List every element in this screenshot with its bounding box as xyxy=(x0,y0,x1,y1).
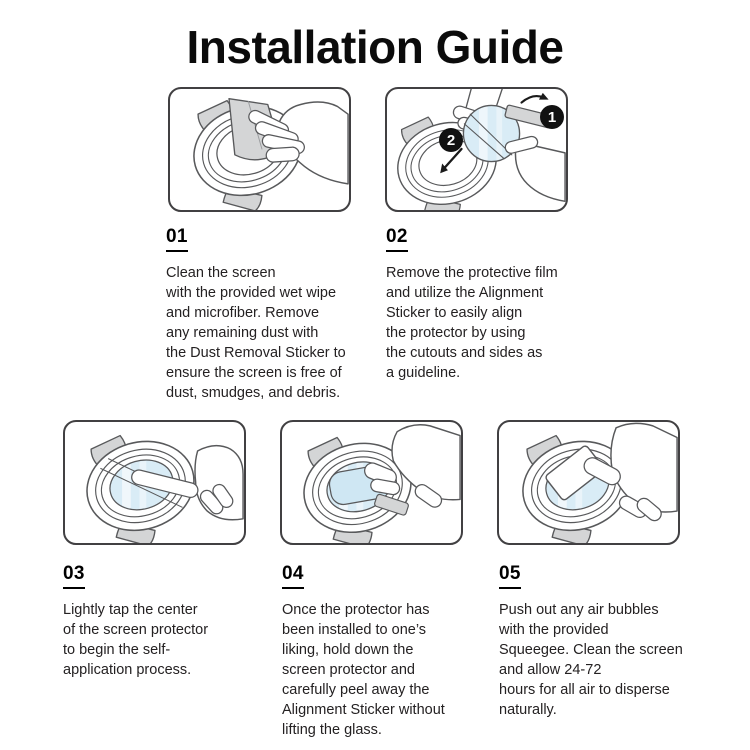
step-text-line: Lightly tap the center xyxy=(63,602,198,618)
step-05-text xyxy=(499,600,683,720)
step-text-line: application process. xyxy=(63,662,192,678)
step-02-text xyxy=(386,263,558,383)
rotate-arrow-icon xyxy=(522,93,549,103)
step-03 xyxy=(63,563,208,680)
step-text-line: Sticker to easily align xyxy=(386,305,523,321)
step-text-line: and microfiber. Remove xyxy=(166,305,320,321)
step-04-illustration-panel xyxy=(280,420,463,545)
step-text-line: and allow 24-72 xyxy=(499,662,602,678)
step-text-line: and utilize the Alignment xyxy=(386,285,544,301)
step-03-illustration-panel xyxy=(63,420,246,545)
step-text-line: to begin the self- xyxy=(63,642,171,658)
step-badge-2: 2 xyxy=(439,128,463,152)
squeegee-illustration xyxy=(499,422,678,543)
lower-hand-illustration xyxy=(504,135,565,201)
step-text-line: been installed to one’s xyxy=(282,622,427,638)
peel-sticker-illustration xyxy=(282,422,461,543)
step-text-line: with the provided xyxy=(499,622,609,638)
step-text-line: liking, hold down the xyxy=(282,642,414,658)
step-04 xyxy=(282,563,445,740)
step-02 xyxy=(386,226,558,383)
step-text-line: Squeegee. Clean the screen xyxy=(499,642,683,658)
clean-screen-illustration xyxy=(170,89,349,210)
step-text-line: screen protector and xyxy=(282,662,415,678)
step-03-number: 03 xyxy=(63,563,85,589)
step-02-illustration-panel xyxy=(385,87,568,212)
step-text-line: the cutouts and sides as xyxy=(386,345,543,361)
step-text-line: Remove the protective film xyxy=(386,265,558,281)
step-text-line: the Dust Removal Sticker to xyxy=(166,345,346,361)
step-05-illustration-panel xyxy=(497,420,680,545)
step-01-illustration-panel xyxy=(168,87,351,212)
step-text-line: Push out any air bubbles xyxy=(499,602,659,618)
step-04-text xyxy=(282,600,445,740)
step-text-line: any remaining dust with xyxy=(166,325,319,341)
step-text-line: dust, smudges, and debris. xyxy=(166,385,341,401)
step-text-line: naturally. xyxy=(499,702,557,718)
align-protector-illustration xyxy=(387,89,566,210)
step-02-number: 02 xyxy=(386,226,408,252)
tap-center-illustration xyxy=(65,422,244,543)
step-04-number: 04 xyxy=(282,563,304,589)
step-badge-1: 1 xyxy=(540,105,564,129)
step-text-line: carefully peel away the xyxy=(282,682,430,698)
step-text-line: Alignment Sticker without xyxy=(282,702,445,718)
step-text-line: a guideline. xyxy=(386,365,461,381)
step-01-number: 01 xyxy=(166,226,188,252)
step-01-text xyxy=(166,263,346,403)
step-text-line: the protector by using xyxy=(386,325,526,341)
step-text-line: Clean the screen xyxy=(166,265,276,281)
step-text-line: Once the protector has xyxy=(282,602,430,618)
step-03-text xyxy=(63,600,208,680)
page-title: Installation Guide xyxy=(186,21,564,73)
step-text-line: with the provided wet wipe xyxy=(166,285,337,301)
step-text-line: ensure the screen is free of xyxy=(166,365,342,381)
step-05 xyxy=(499,563,683,720)
step-text-line: hours for all air to disperse xyxy=(499,682,670,698)
step-01 xyxy=(166,226,346,403)
step-text-line: of the screen protector xyxy=(63,622,209,638)
step-text-line: lifting the glass. xyxy=(282,722,382,738)
step-05-number: 05 xyxy=(499,563,521,589)
